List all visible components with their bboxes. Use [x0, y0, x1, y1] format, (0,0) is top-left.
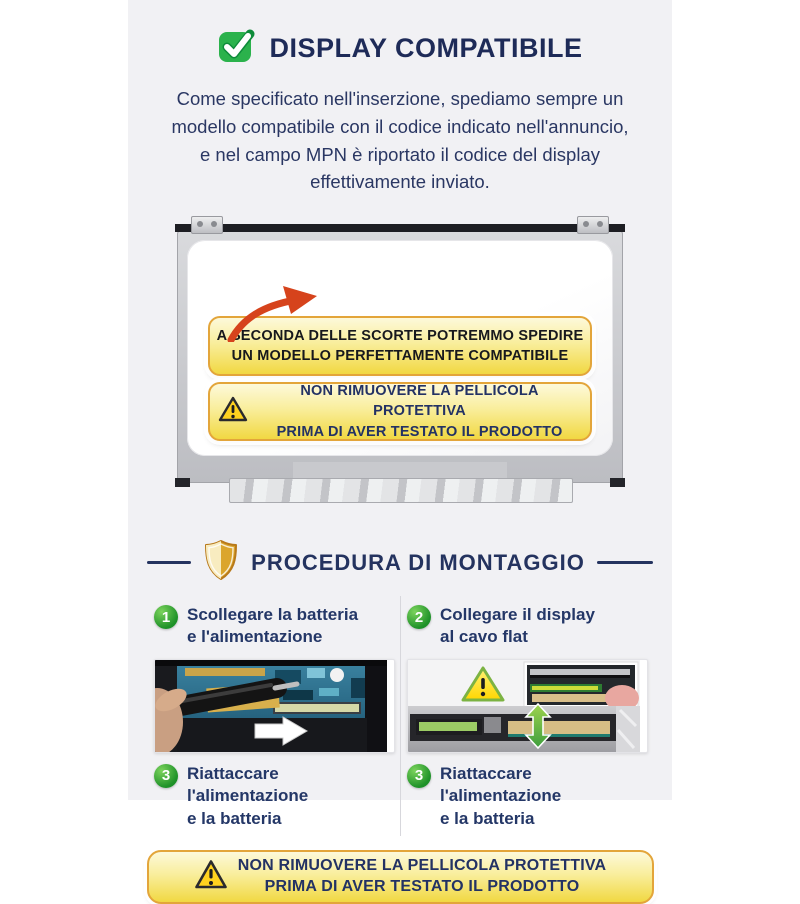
procedure-header	[128, 539, 672, 586]
warning-triangle-icon	[194, 859, 228, 895]
step-2-badge: 2	[407, 605, 431, 629]
step-3-right-badge: 3	[407, 764, 431, 788]
content-sheet	[128, 0, 672, 896]
photo-disconnect-battery	[154, 659, 395, 753]
page-title: DISPLAY COMPATIBILE	[269, 33, 583, 63]
step-1-label: Scollegare la batteria e l'alimentazione	[187, 605, 359, 647]
step-3-left	[154, 763, 393, 830]
intro-line: Come specificato nell'inserzione, spediamo sempre un	[176, 88, 624, 109]
step-3-left-label: Riattaccare l'alimentazione e la batteria	[187, 763, 309, 828]
panel-foil-strip	[229, 478, 573, 503]
step-3-left-badge: 3	[154, 764, 178, 788]
shield-icon	[203, 539, 239, 586]
intro-line: effettivamente inviato.	[310, 171, 490, 193]
panel-corner-right	[610, 478, 625, 487]
warning-triangle-icon	[218, 396, 248, 428]
photo-connect-flat-cable	[407, 659, 648, 753]
step-2	[407, 604, 646, 649]
header	[128, 0, 672, 71]
panel-corner-left	[175, 478, 190, 487]
intro-paragraph	[128, 85, 672, 196]
check-icon	[217, 26, 257, 71]
intro-line: e nel campo MPN è riportato il codice del display	[200, 143, 600, 165]
film-warning-box	[208, 382, 592, 441]
procedure-steps	[128, 586, 672, 840]
step-1-badge: 1	[154, 605, 178, 629]
panel-top-edge	[175, 224, 625, 232]
divider-line	[597, 561, 653, 564]
footer-warning-banner	[147, 850, 654, 904]
steps-column-left	[154, 600, 393, 840]
step-3-right	[407, 763, 646, 830]
step-1	[154, 604, 393, 649]
intro-line: modello compatibile con il codice indicato nell'annuncio,	[171, 115, 629, 137]
divider-line	[147, 561, 191, 564]
procedure-title: PROCEDURA DI MONTAGGIO	[251, 549, 585, 575]
stock-warning-text: A SECONDA DELLE SCORTE POTREMMO SPEDIRE UN MODELLO PERFETTAMENTE COMPATIBILE	[216, 327, 584, 364]
film-warning-text: NON RIMUOVERE LA PELLICOLA PROTETTIVA PRIMA DI AVER TESTATO IL PRODOTTO	[276, 383, 563, 440]
mounting-bracket-left	[191, 216, 223, 234]
lcd-panel-figure	[175, 216, 625, 503]
column-divider	[400, 596, 401, 836]
panel-bottom-bezel	[293, 462, 506, 479]
step-2-label: Collegare il display al cavo flat	[440, 605, 595, 647]
step-3-right-label: Riattaccare l'alimentazione e la batteria	[440, 763, 562, 828]
mounting-bracket-right	[577, 216, 609, 234]
steps-column-right	[407, 600, 646, 840]
red-curved-arrow-icon	[221, 284, 331, 347]
footer-warning-text: NON RIMUOVERE LA PELLICOLA PROTETTIVA PRIMA DI AVER TESTATO IL PRODOTTO	[237, 857, 607, 896]
